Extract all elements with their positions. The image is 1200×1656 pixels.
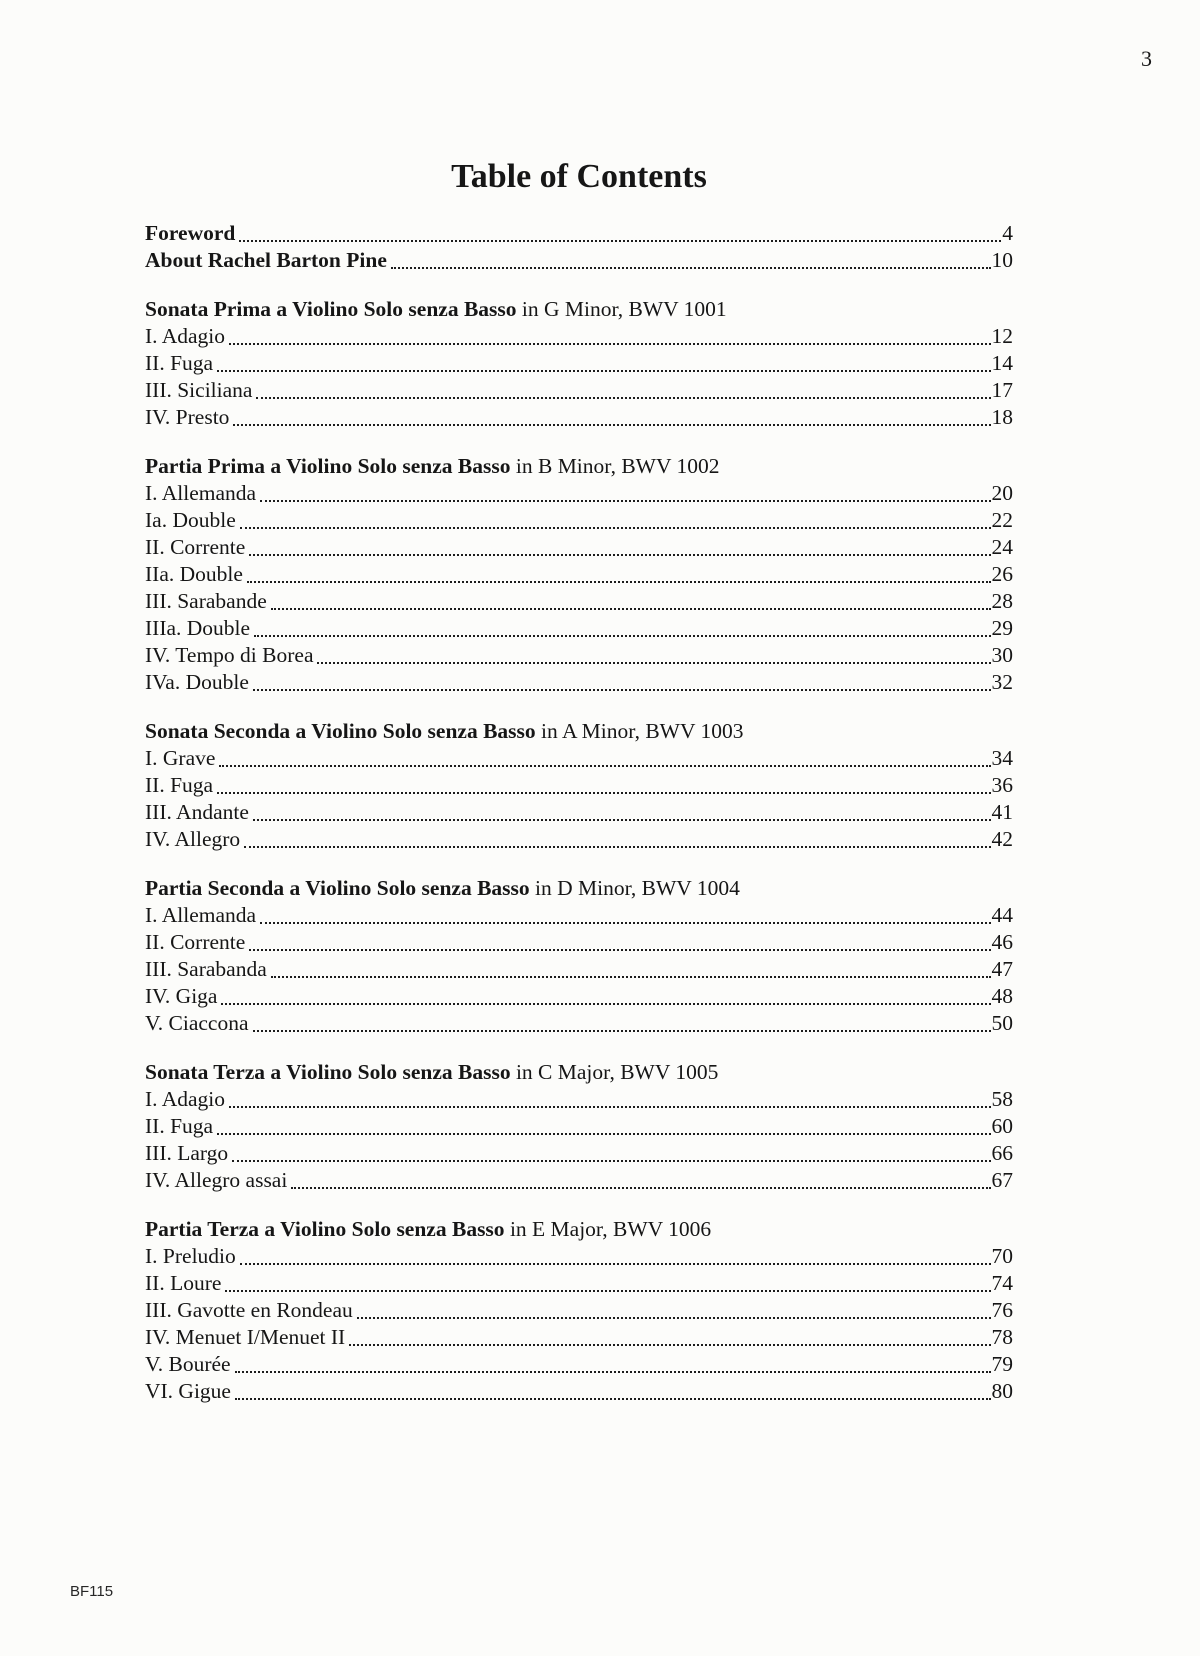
toc-entry-label: Ia. Double	[145, 508, 236, 532]
toc-section	[145, 718, 1013, 853]
toc-entry	[145, 588, 1013, 615]
dot-leader	[254, 635, 990, 637]
dot-leader	[253, 819, 991, 821]
toc-entry-label: III. Largo	[145, 1141, 229, 1165]
toc-entry-page: 14	[991, 351, 1013, 375]
toc-entry-page: 67	[991, 1168, 1013, 1192]
toc-entry-page: 66	[991, 1141, 1013, 1165]
dot-leader	[225, 1290, 990, 1292]
toc-entry-label: II. Loure	[145, 1271, 222, 1295]
toc-entry	[145, 1086, 1013, 1113]
section-header	[145, 1216, 1013, 1243]
toc-entry-label: I. Adagio	[145, 1087, 226, 1111]
section-header	[145, 453, 1013, 480]
dot-leader	[229, 1106, 990, 1108]
toc-entry	[145, 350, 1013, 377]
toc-entry	[145, 799, 1013, 826]
toc-entry-label: Foreword	[145, 221, 236, 245]
toc-section	[145, 1216, 1013, 1405]
dot-leader	[253, 689, 991, 691]
toc-entry	[145, 902, 1013, 929]
dot-leader	[391, 267, 991, 269]
toc-entry	[145, 669, 1013, 696]
toc-entry	[145, 1297, 1013, 1324]
dot-leader	[271, 976, 991, 978]
toc-section	[145, 1059, 1013, 1194]
toc-section	[145, 453, 1013, 696]
toc-entry	[145, 1378, 1013, 1405]
toc-entry-page: 42	[991, 827, 1013, 851]
toc-entry	[145, 642, 1013, 669]
toc-entry	[145, 929, 1013, 956]
dot-leader	[235, 1371, 991, 1373]
section-key-bwv: in D Minor, BWV 1004	[529, 876, 740, 900]
toc-entry	[145, 772, 1013, 799]
toc-entry-page: 41	[991, 800, 1013, 824]
toc-entry-label: IV. Giga	[145, 984, 218, 1008]
toc-entry	[145, 247, 1013, 274]
toc-entry-label: III. Sarabanda	[145, 957, 267, 981]
section-key-bwv: in G Minor, BWV 1001	[516, 297, 727, 321]
dot-leader	[219, 765, 990, 767]
section-key-bwv: in B Minor, BWV 1002	[510, 454, 720, 478]
toc-entry-page: 28	[991, 589, 1013, 613]
section-header	[145, 296, 1013, 323]
toc-entry-page: 18	[991, 405, 1013, 429]
toc-entry-page: 48	[991, 984, 1013, 1008]
toc-entry-label: III. Gavotte en Rondeau	[145, 1298, 353, 1322]
toc-entry-page: 17	[991, 378, 1013, 402]
toc-entry	[145, 1351, 1013, 1378]
front-matter-list	[145, 220, 1013, 274]
section-work-title: Partia Terza a Violino Solo senza Basso	[145, 1217, 505, 1241]
toc-entry-page: 78	[991, 1325, 1013, 1349]
toc-entry-label: V. Ciaccona	[145, 1011, 249, 1035]
toc-entry-label: II. Corrente	[145, 535, 246, 559]
section-work-title: Sonata Seconda a Violino Solo senza Basso	[145, 719, 536, 743]
section-work-title: Sonata Terza a Violino Solo senza Basso	[145, 1060, 511, 1084]
toc-entry-page: 30	[991, 643, 1013, 667]
dot-leader	[239, 240, 1001, 242]
toc-entry-page: 70	[991, 1244, 1013, 1268]
toc-entry-page: 34	[991, 746, 1013, 770]
toc-entry-label: VI. Gigue	[145, 1379, 231, 1403]
section-work-title: Sonata Prima a Violino Solo senza Basso	[145, 297, 517, 321]
toc-entry-label: I. Grave	[145, 746, 216, 770]
dot-leader	[271, 608, 991, 610]
toc-entry-page: 46	[991, 930, 1013, 954]
section-header	[145, 718, 1013, 745]
toc-entry	[145, 956, 1013, 983]
toc-entry-label: I. Allemanda	[145, 903, 257, 927]
toc-entry-page: 20	[991, 481, 1013, 505]
toc-entry-label: IV. Allegro assai	[145, 1168, 288, 1192]
dot-leader	[349, 1344, 990, 1346]
section-header	[145, 1059, 1013, 1086]
toc-entry	[145, 534, 1013, 561]
dot-leader	[260, 922, 990, 924]
toc-entry	[145, 1140, 1013, 1167]
toc-entry-page: 10	[991, 248, 1013, 272]
toc-entry-page: 24	[991, 535, 1013, 559]
section-key-bwv: in A Minor, BWV 1003	[535, 719, 744, 743]
toc-entry	[145, 480, 1013, 507]
section-work-title: Partia Prima a Violino Solo senza Basso	[145, 454, 511, 478]
dot-leader	[253, 1030, 991, 1032]
dot-leader	[233, 424, 990, 426]
toc-entry	[145, 404, 1013, 431]
dot-leader	[244, 846, 990, 848]
toc-entry-label: IV. Menuet I/Menuet II	[145, 1325, 346, 1349]
toc-entry	[145, 1324, 1013, 1351]
toc-entry	[145, 615, 1013, 642]
dot-leader	[221, 1003, 990, 1005]
toc-entry	[145, 1243, 1013, 1270]
toc-entry	[145, 220, 1013, 247]
toc-entry-label: IVa. Double	[145, 670, 249, 694]
toc-entry-page: 4	[1002, 221, 1013, 245]
toc-entry-page: 36	[991, 773, 1013, 797]
page-title: Table of Contents	[451, 158, 707, 195]
toc-entry-label: IV. Presto	[145, 405, 230, 429]
toc-sections	[145, 296, 1013, 1405]
toc-entry-label: About Rachel Barton Pine	[145, 248, 387, 272]
dot-leader	[260, 500, 990, 502]
toc-content	[145, 156, 1013, 1405]
toc-entry	[145, 826, 1013, 853]
toc-entry-label: II. Corrente	[145, 930, 246, 954]
section-key-bwv: in C Major, BWV 1005	[510, 1060, 719, 1084]
toc-entry-page: 47	[991, 957, 1013, 981]
page-number: 3	[1141, 46, 1152, 71]
toc-entry-page: 26	[991, 562, 1013, 586]
toc-entry-label: V. Bourée	[145, 1352, 231, 1376]
dot-leader	[357, 1317, 991, 1319]
toc-entry	[145, 323, 1013, 350]
toc-entry-page: 29	[991, 616, 1013, 640]
toc-entry-page: 60	[991, 1114, 1013, 1138]
toc-entry-label: II. Fuga	[145, 351, 214, 375]
dot-leader	[229, 343, 990, 345]
toc-entry-page: 79	[991, 1352, 1013, 1376]
toc-entry-label: III. Andante	[145, 800, 249, 824]
toc-entry-label: II. Fuga	[145, 773, 214, 797]
toc-entry-label: I. Preludio	[145, 1244, 236, 1268]
dot-leader	[249, 554, 990, 556]
dot-leader	[317, 662, 990, 664]
section-header	[145, 875, 1013, 902]
toc-entry-label: II. Fuga	[145, 1114, 214, 1138]
toc-entry-page: 76	[991, 1298, 1013, 1322]
dot-leader	[240, 1263, 991, 1265]
toc-entry-label: I. Adagio	[145, 324, 226, 348]
section-key-bwv: in E Major, BWV 1006	[504, 1217, 712, 1241]
toc-entry-label: IIIa. Double	[145, 616, 251, 640]
dot-leader	[256, 397, 990, 399]
dot-leader	[249, 949, 990, 951]
dot-leader	[240, 527, 991, 529]
toc-entry-page: 74	[991, 1271, 1013, 1295]
toc-entry-label: IIa. Double	[145, 562, 243, 586]
toc-section	[145, 296, 1013, 431]
toc-entry	[145, 1270, 1013, 1297]
toc-entry	[145, 1010, 1013, 1037]
toc-entry	[145, 983, 1013, 1010]
toc-entry-page: 44	[991, 903, 1013, 927]
toc-entry	[145, 1113, 1013, 1140]
toc-entry-label: IV. Allegro	[145, 827, 241, 851]
toc-entry-page: 58	[991, 1087, 1013, 1111]
toc-entry-page: 22	[991, 508, 1013, 532]
dot-leader	[247, 581, 991, 583]
toc-entry-label: I. Allemanda	[145, 481, 257, 505]
toc-entry-page: 12	[991, 324, 1013, 348]
toc-entry	[145, 507, 1013, 534]
toc-entry-page: 80	[991, 1379, 1013, 1403]
toc-entry	[145, 1167, 1013, 1194]
dot-leader	[235, 1398, 991, 1400]
toc-entry-page: 50	[991, 1011, 1013, 1035]
toc-entry	[145, 377, 1013, 404]
dot-leader	[232, 1160, 990, 1162]
dot-leader	[291, 1187, 990, 1189]
toc-entry-label: III. Siciliana	[145, 378, 253, 402]
dot-leader	[217, 1133, 990, 1135]
toc-entry-label: IV. Tempo di Borea	[145, 643, 314, 667]
toc-section	[145, 875, 1013, 1037]
dot-leader	[217, 792, 990, 794]
toc-entry-label: III. Sarabande	[145, 589, 267, 613]
plate-number: BF115	[70, 1583, 114, 1600]
toc-entry	[145, 561, 1013, 588]
dot-leader	[217, 370, 990, 372]
section-work-title: Partia Seconda a Violino Solo senza Basso	[145, 876, 530, 900]
toc-entry	[145, 745, 1013, 772]
toc-entry-page: 32	[991, 670, 1013, 694]
